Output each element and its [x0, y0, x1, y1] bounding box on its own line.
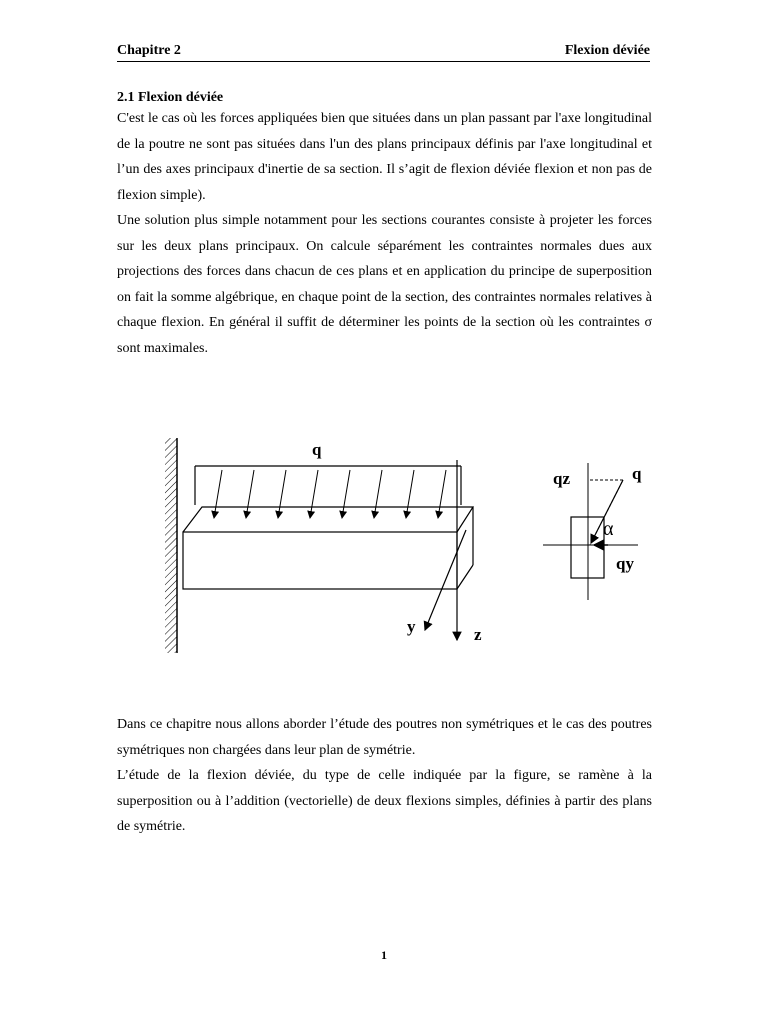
load-arrow: [310, 470, 318, 518]
axis-y: [425, 530, 466, 630]
section-qy-label: qy: [616, 554, 634, 573]
chapter-topic: Flexion déviée: [564, 43, 650, 58]
load-arrow: [246, 470, 254, 518]
section-q-label: q: [632, 464, 642, 483]
paragraph-solution: Une solution plus simple notamment pour les sections courantes consiste à projeter les forces sur les deux plans principaux. On calcule séparément les contraintes normales dues aux projections des forces dans chacun de ces plans et en application du principe de superposition on fait la somme algébrique, en chaque point de la section, des contraintes normales relatives à chaque flexion. En général il suffit de déterminer les points de la section où les contraintes σ sont maximales.: [117, 213, 652, 356]
load-arrow: [278, 470, 286, 518]
angle-label: α: [603, 518, 614, 540]
cross-section: [543, 463, 642, 600]
load-arrow: [438, 470, 446, 518]
paragraph-definition: C'est le cas où les forces appliquées bien que situées dans un plan passant par l'axe longitudinal de la poutre ne sont pas situées dans l'un des plans principaux définis par l'axe longitudinal et l’un des axes principaux d'inertie de sa section. Il s’agit de flexion déviée flexion et non pas de flexion simple).: [117, 111, 652, 203]
load-arrow: [374, 470, 382, 518]
page-number: 1: [381, 948, 387, 962]
section-title: 2.1 Flexion déviée: [117, 90, 224, 105]
chapter-label: Chapitre 2: [117, 43, 181, 58]
load-arrow: [342, 470, 350, 518]
axis-z-label: z: [474, 625, 482, 644]
section-qz-label: qz: [553, 469, 570, 488]
beam: [183, 507, 473, 589]
beam-axes: [425, 460, 466, 640]
distributed-load: [195, 440, 461, 518]
axis-y-label: y: [407, 617, 416, 636]
load-arrow: [214, 470, 222, 518]
wall-support: [165, 438, 177, 653]
paragraph-chapter-intro: Dans ce chapitre nous allons aborder l’étude des poutres non symétriques et le cas des poutres symétriques non chargées dans leur plan de symétrie.: [117, 717, 652, 758]
load-label: q: [312, 440, 322, 459]
paragraph-superposition: L’étude de la flexion déviée, du type de celle indiquée par la figure, se ramène à la superposition ou à l’addition (vectorielle) de deux flexions simples, définies à partir des plans de symétrie.: [117, 768, 652, 834]
load-arrow: [406, 470, 414, 518]
